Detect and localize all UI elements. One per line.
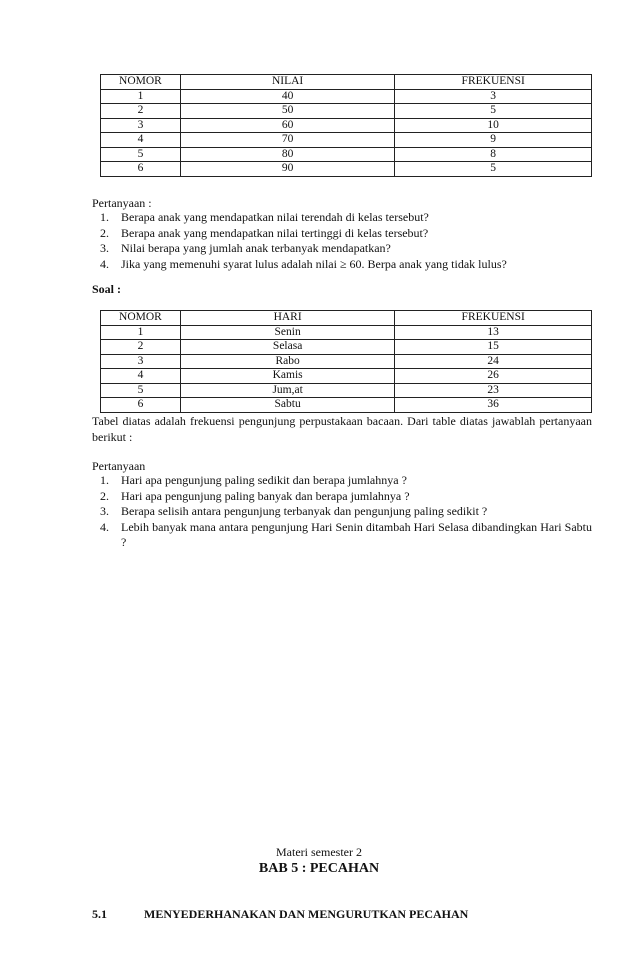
table-cell: Kamis — [180, 369, 394, 384]
table-row — [101, 133, 592, 148]
chapter-title: BAB 5 : PECAHAN — [258, 861, 380, 876]
table-row — [101, 340, 592, 355]
table-cell: 6 — [101, 398, 181, 413]
list-item-text: Hari apa pengunjung paling banyak dan berapa jumlahnya ? — [121, 488, 410, 503]
table-cell: 80 — [180, 147, 394, 162]
list-item — [92, 473, 592, 489]
questions-label: Pertanyaan — [92, 459, 146, 473]
list-item-text: Hari apa pengunjung paling sedikit dan berapa jumlahnya ? — [121, 473, 407, 487]
list-item-number: 4. — [100, 519, 109, 534]
table-cell: 70 — [180, 133, 394, 148]
list-item-number: 2. — [100, 225, 109, 240]
table-row — [101, 89, 592, 104]
section-number: 5.1 — [92, 907, 107, 921]
table-cell: 4 — [101, 369, 181, 384]
table-cell: 5 — [395, 104, 592, 119]
table-description: Tabel diatas adalah frekuensi pengunjung perpustakaan bacaan. Dari table diatas jawablah pertanyaan berikut : — [92, 414, 592, 444]
column-header-frekuensi: FREKUENSI — [395, 311, 592, 326]
list-item-number: 3. — [100, 241, 109, 255]
questions-label: Pertanyaan : — [92, 196, 152, 210]
table-cell: Selasa — [180, 340, 394, 355]
soal-label: Soal : — [92, 282, 122, 296]
table-cell: 8 — [395, 147, 592, 162]
list-item-number: 1. — [100, 210, 109, 224]
table-cell: 24 — [395, 354, 592, 369]
list-item — [92, 257, 592, 273]
list-item-number: 3. — [100, 504, 109, 518]
list-item — [92, 241, 592, 257]
table-cell: 9 — [395, 133, 592, 148]
list-item — [92, 489, 592, 505]
table-row — [101, 118, 592, 133]
table-cell: 4 — [101, 133, 181, 148]
table-row — [101, 354, 592, 369]
list-item-text: Berapa anak yang mendapatkan nilai terendah di kelas tersebut? — [121, 210, 429, 224]
table-cell: 1 — [101, 89, 181, 104]
questions-list — [92, 210, 592, 272]
table-cell: 1 — [101, 325, 181, 340]
table-row — [101, 147, 592, 162]
table-cell: 23 — [395, 383, 592, 398]
table-cell: 40 — [180, 89, 394, 104]
list-item-text: Jika yang memenuhi syarat lulus adalah nilai ≥ 60. Berpa anak yang tidak lulus? — [121, 256, 507, 271]
column-header-hari: HARI — [180, 311, 394, 326]
table-cell: 3 — [101, 118, 181, 133]
table-row — [101, 369, 592, 384]
column-header-nomor: NOMOR — [101, 75, 181, 90]
table-cell: 6 — [101, 162, 181, 177]
table-cell: 15 — [395, 340, 592, 355]
table-cell: 50 — [180, 104, 394, 119]
table-header-row — [101, 311, 592, 326]
table-header-row — [101, 75, 592, 90]
column-header-nomor: NOMOR — [101, 311, 181, 326]
table-row — [101, 383, 592, 398]
table-cell: 60 — [180, 118, 394, 133]
table-row — [101, 104, 592, 119]
column-header-nilai: NILAI — [180, 75, 394, 90]
table-cell: 3 — [395, 89, 592, 104]
list-item — [92, 504, 592, 520]
table-row — [101, 162, 592, 177]
table-cell: 90 — [180, 162, 394, 177]
section-heading — [92, 907, 468, 922]
table-cell: 5 — [101, 383, 181, 398]
nilai-frequency-table — [100, 74, 592, 177]
list-item-number: 4. — [100, 256, 109, 271]
table-cell: Sabtu — [180, 398, 394, 413]
table-cell: 2 — [101, 104, 181, 119]
table-cell: Senin — [180, 325, 394, 340]
table-cell: Jum,at — [180, 383, 394, 398]
table-cell: 5 — [395, 162, 592, 177]
list-item-text: Nilai berapa yang jumlah anak terbanyak mendapatkan? — [121, 241, 391, 255]
table-cell: Rabo — [180, 354, 394, 369]
chapter-subtitle: Materi semester 2 — [276, 845, 362, 859]
table-cell: 3 — [101, 354, 181, 369]
table-row — [101, 325, 592, 340]
list-item-text: Berapa anak yang mendapatkan nilai tertinggi di kelas tersebut? — [121, 225, 429, 240]
table-cell: 26 — [395, 369, 592, 384]
table-row — [101, 398, 592, 413]
list-item-number: 1. — [100, 473, 109, 487]
table-cell: 13 — [395, 325, 592, 340]
list-item — [92, 226, 592, 242]
table-cell: 10 — [395, 118, 592, 133]
section-title: MENYEDERHANAKAN DAN MENGURUTKAN PECAHAN — [144, 907, 469, 921]
list-item-text: Berapa selisih antara pengunjung terbanyak dan pengunjung paling sedikit ? — [121, 504, 488, 518]
column-header-frekuensi: FREKUENSI — [395, 75, 592, 90]
list-item — [92, 520, 592, 551]
questions-list — [92, 473, 592, 551]
table-cell: 5 — [101, 147, 181, 162]
list-item-text: Lebih banyak mana antara pengunjung Hari Senin ditambah Hari Selasa dibandingkan Hari Sabtu ? — [121, 519, 592, 549]
table-cell: 36 — [395, 398, 592, 413]
table-cell: 2 — [101, 340, 181, 355]
list-item-number: 2. — [100, 488, 109, 503]
visitor-frequency-table — [100, 310, 592, 413]
list-item — [92, 210, 592, 226]
